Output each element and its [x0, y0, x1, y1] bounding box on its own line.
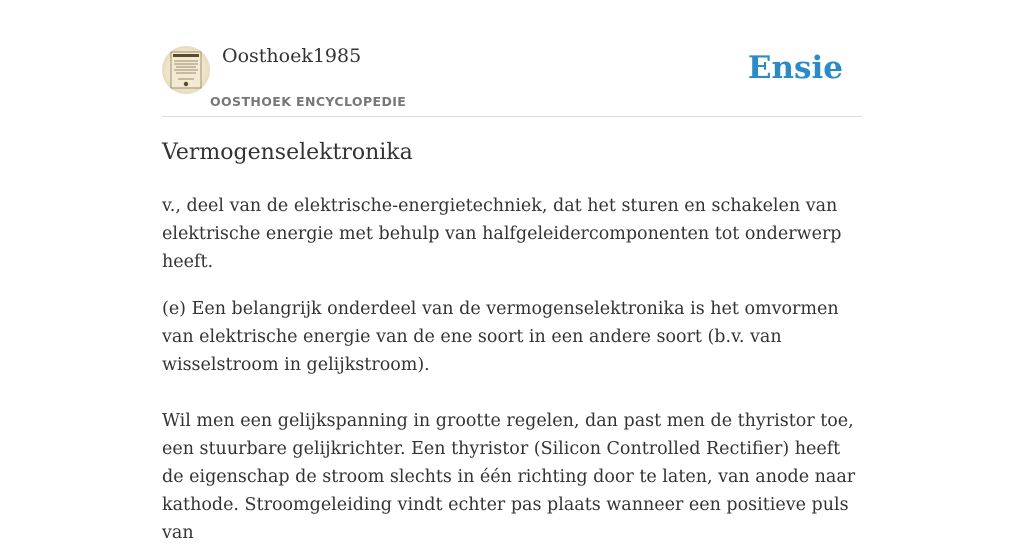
ensie-logo[interactable]: Ensie [747, 50, 843, 86]
article-paragraph-3: Wil men een gelijkspanning in grootte regelen, dan past men de thyristor toe, een stuurbare gelijkrichter. Een thyristor (Silicon Controlled Rectifier) heeft de eigenschap de stroom slechts in één richting door te laten, van anode naar kathode. Stroomgeleiding vindt echter pas plaats wanneer een positieve puls van [162, 411, 856, 543]
article-paragraph-1: v., deel van de elektrische-energietechniek, dat het sturen en schakelen van elektrische energie met behulp van halfgeleidercomponenten tot onderwerp heeft. [162, 196, 842, 272]
author-name[interactable]: Oosthoek1985 [222, 45, 362, 67]
source-label[interactable]: OOSTHOEK ENCYCLOPEDIE [210, 94, 407, 109]
page-content [162, 0, 862, 543]
article-paragraph-2: (e) Een belangrijk onderdeel van de vermogenselektronika is het omvormen van elektrische energie van de ene soort in een andere soort (b.v. van wisselstroom in gelijkstroom). [162, 299, 839, 375]
article-title: Vermogenselektronika [162, 140, 413, 165]
encyclopedia-cover-icon [162, 46, 210, 94]
entry-header [162, 0, 862, 117]
author-avatar[interactable] [162, 46, 210, 94]
